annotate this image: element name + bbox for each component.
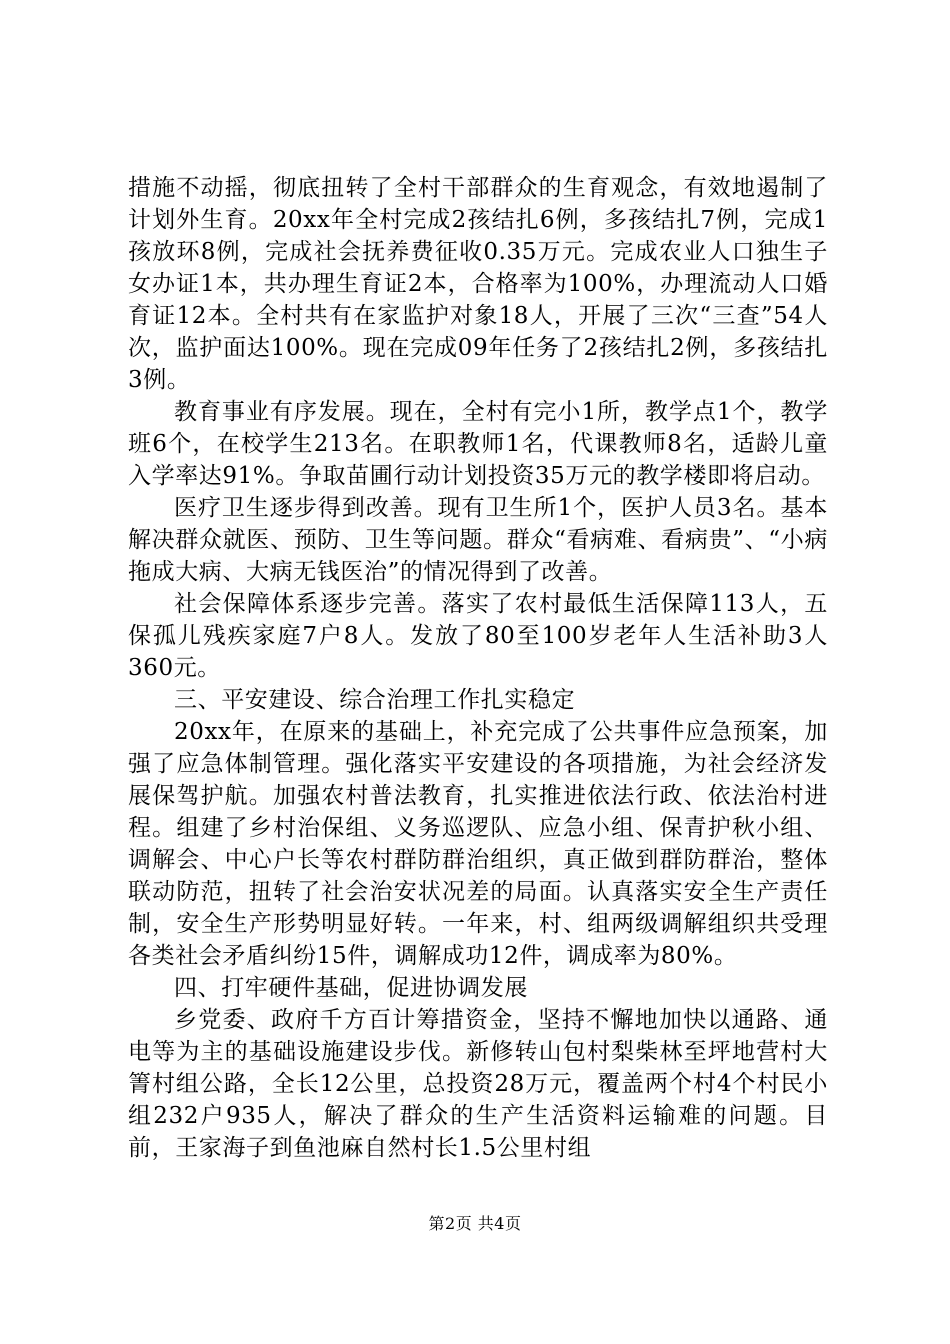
paragraph-education: 教育事业有序发展。现在，全村有完小1所，教学点1个，教学班6个，在校学生213名。在职教师1名，代课教师8名，适龄儿童入学率达91%。争取苗圃行动计划投资35万元的教学楼即将启动。 [128,399,828,489]
document-body [128,172,828,1164]
page-footer [0,1214,950,1234]
paragraph-safety: 20xx年，在原来的基础上，补充完成了公共事件应急预案，加强了应急体制管理。强化落实平安建设的各项措施，为社会经济发展保驾护航。加强农村普法教育，扎实推进依法行政、依法治村进程。组建了乡村治保组、义务巡逻队、应急小组、保青护秋小组、调解会、中心户长等农村群防群治组织，真正做到群防群治，整体联动防范，扭转了社会治安状况差的局面。认真落实安全生产责任制，安全生产形势明显好转。一年来，村、组两级调解组织共受理各类社会矛盾纠纷15件，调解成功12件，调成率为80%。 [128,719,828,969]
section-heading-infrastructure: 四、打牢硬件基础，促进协调发展 [174,975,528,1001]
paragraph-social-security: 社会保障体系逐步完善。落实了农村最低生活保障113人，五保孤儿残疾家庭7户8人。发放了80至100岁老年人生活补助3人360元。 [128,591,828,681]
paragraph-infrastructure: 乡党委、政府千方百计筹措资金，坚持不懈地加快以通路、通电等为主的基础设施建设步伐。新修转山包村梨柴林至坪地营村大箐村组公路，全长12公里，总投资28万元，覆盖两个村4个村民小组232户935人，解决了群众的生产生活资料运输难的问题。目前，王家海子到鱼池麻自然村长1.5公里村组 [128,1007,828,1161]
paragraph-family-planning: 措施不动摇，彻底扭转了全村干部群众的生育观念，有效地遏制了计划外生育。20xx年全村完成2孩结扎6例，多孩结扎7例，完成1孩放环8例，完成社会抚养费征收0.35万元。完成农业人口独生子女办证1本，共办理生育证2本，合格率为100%，办理流动人口婚育证12本。全村共有在家监护对象18人，开展了三次“三查”54人次，监护面达100%。现在完成09年任务了2孩结扎2例，多孩结扎3例。 [128,175,828,393]
paragraph-healthcare: 医疗卫生逐步得到改善。现有卫生所1个，医护人员3名。基本解决群众就医、预防、卫生等问题。群众“看病难、看病贵”、“小病拖成大病、大病无钱医治”的情况得到了改善。 [128,495,828,585]
page-number: 第2页 共4页 [428,1214,522,1233]
section-heading-safety: 三、平安建设、综合治理工作扎实稳定 [174,687,576,713]
